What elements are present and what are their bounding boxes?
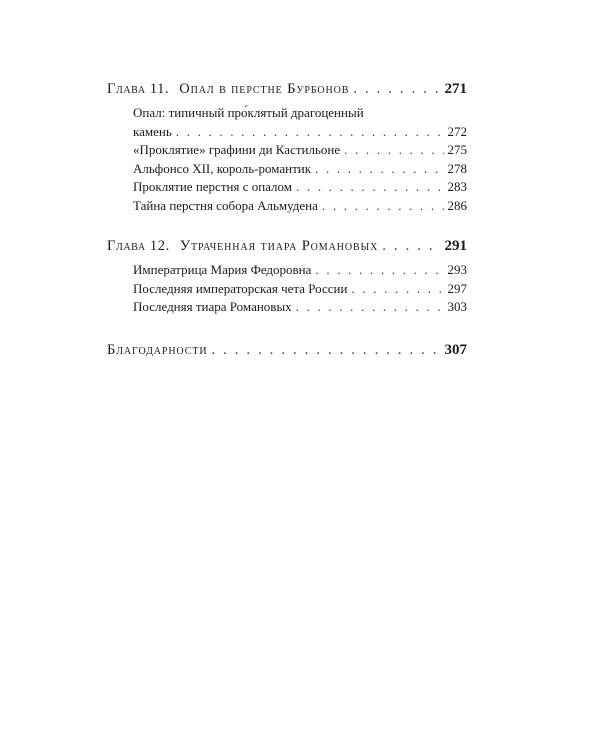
section-page-number: 283 (447, 179, 467, 194)
section-page-number: 286 (447, 197, 467, 213)
section-title: Последняя тиара Романовых (133, 299, 292, 314)
toc-section[interactable] (133, 197, 467, 216)
chapter-page-number: 291 (444, 238, 467, 254)
table-of-contents (107, 78, 467, 361)
dot-leader (296, 298, 444, 317)
section-page-number: 297 (447, 280, 467, 296)
dot-leader (296, 178, 443, 197)
dot-leader (211, 339, 440, 361)
section-title: Императрица Мария Федоровна (133, 262, 312, 277)
chapter-label: Глава 11. (107, 81, 170, 97)
acknowledgements-title: Благодарности (107, 341, 208, 358)
chapter-title: Утраченная тиара Романовых (179, 238, 379, 254)
dot-leader (351, 280, 443, 299)
toc-section[interactable] (133, 160, 467, 179)
dot-leader (176, 123, 444, 142)
acknowledgements-page-number: 307 (444, 341, 467, 358)
dot-leader (322, 197, 444, 216)
section-title: «Проклятие» графини ди Кастильоне (133, 142, 341, 157)
toc-section[interactable] (133, 261, 467, 280)
dot-leader (344, 141, 443, 160)
chapter-11-sections (133, 104, 467, 215)
toc-section[interactable] (133, 104, 467, 141)
toc-section[interactable] (133, 298, 467, 317)
toc-section[interactable] (133, 280, 467, 299)
chapter-title: Опал в перстне Бурбонов (179, 81, 350, 97)
section-page-number: 275 (447, 142, 467, 157)
toc-section[interactable] (133, 178, 467, 197)
section-title: Альфонсо XII, король-романтик (133, 160, 312, 176)
chapter-page-number: 271 (444, 81, 467, 97)
section-title: Последняя императорская чета России (133, 280, 348, 296)
dot-leader (315, 261, 443, 280)
chapter-label: Глава 12. (107, 238, 170, 254)
section-title: Тайна перстня собора Альмудена (133, 197, 318, 213)
section-title-line2: камень (133, 123, 172, 139)
section-page-number: 272 (447, 123, 467, 139)
toc-section[interactable] (133, 141, 467, 160)
dot-leader (353, 78, 440, 100)
section-title-line1: Опал: типичный про́клятый драгоценный (133, 105, 364, 120)
dot-leader (315, 160, 443, 179)
toc-chapter-11[interactable] (107, 78, 467, 100)
section-page-number: 278 (447, 160, 467, 176)
toc-chapter-12[interactable] (107, 235, 467, 257)
dot-leader (382, 235, 440, 257)
chapter-12-sections (133, 261, 467, 317)
toc-acknowledgements[interactable] (107, 339, 467, 361)
section-page-number: 293 (447, 262, 467, 277)
section-title: Проклятие перстня с опалом (133, 179, 293, 194)
section-page-number: 303 (447, 299, 467, 314)
